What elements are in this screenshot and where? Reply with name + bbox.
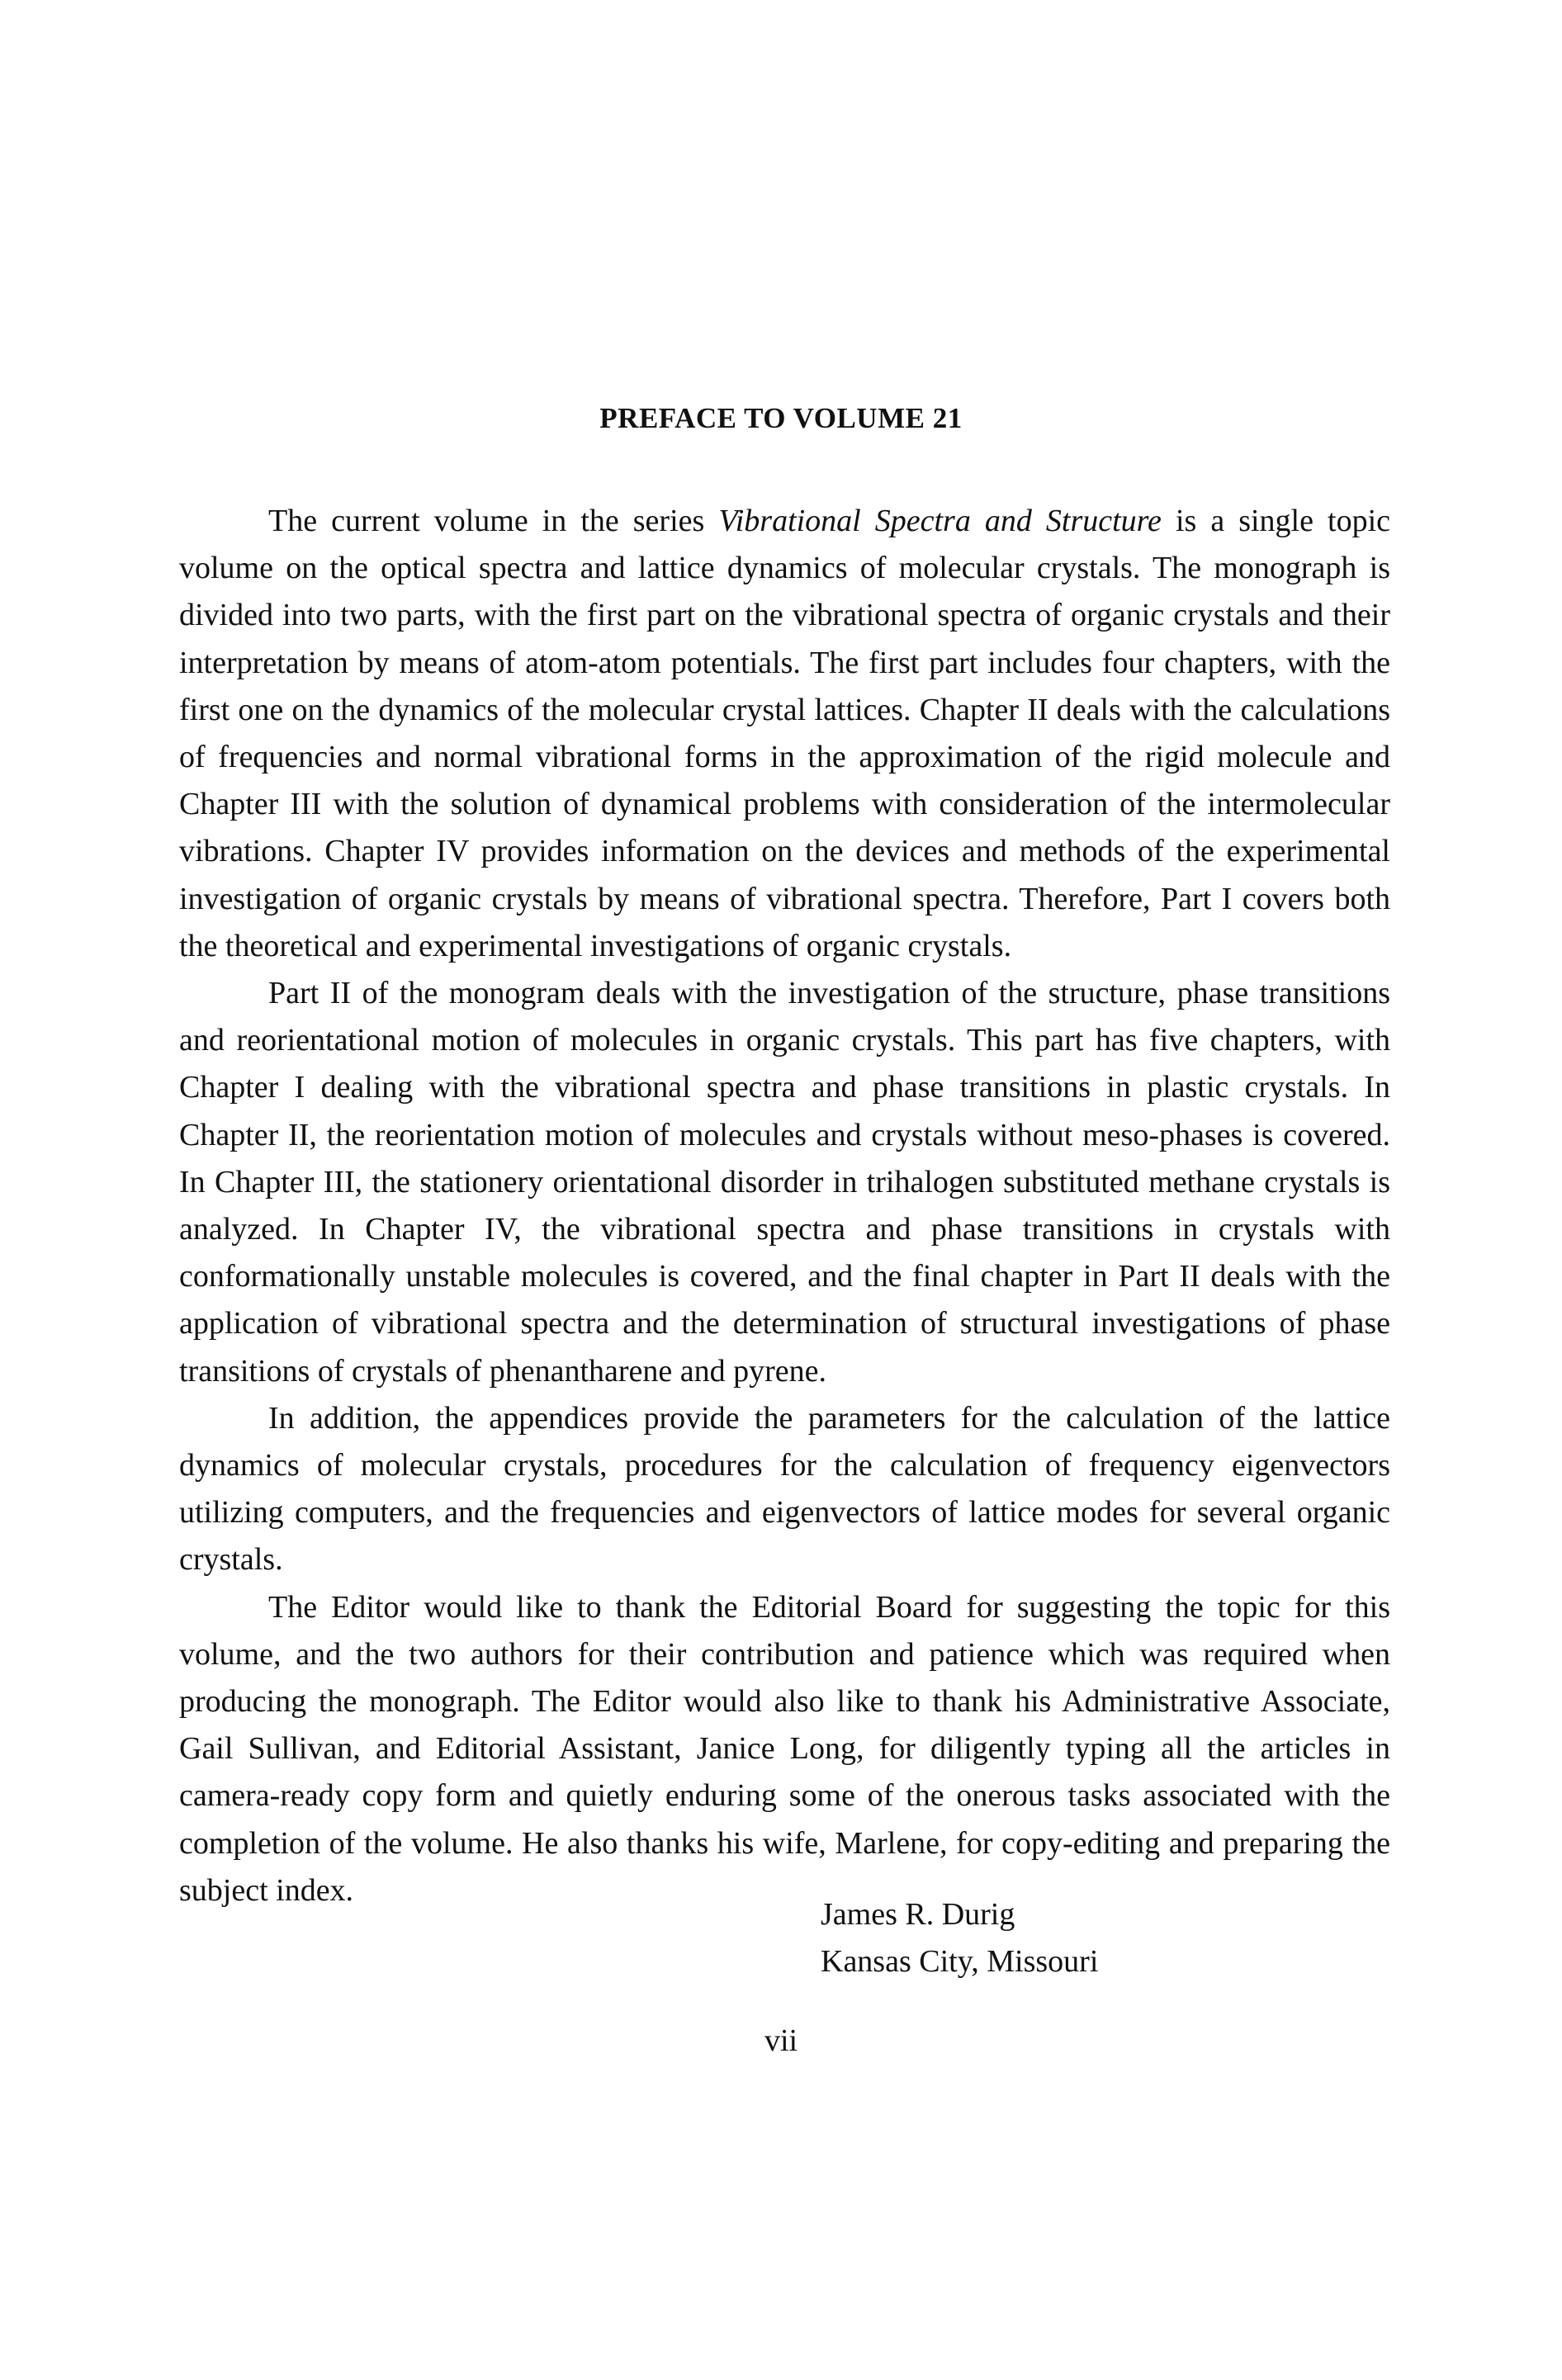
preface-body (179, 498, 1390, 1914)
page-number: vii (764, 2023, 798, 2058)
signature-name: James R. Durig (821, 1897, 1015, 1932)
series-title: Vibrational Spectra and Structure (718, 504, 1162, 538)
paragraph-part-two: Part II of the monogram deals with the investigation of the structure, phase transitions and reorientational motion of molecules in organic crystals. This part has five chapters, with Chapter I dealing with the vibrational spectra and phase transitions in plastic crystals. In Chapter II, the reorientation motion of molecules and crystals without meso-phases is covered. In Chapter III, the stationery orientational disorder in trihalogen substituted methane crystals is analyzed. In Chapter IV, the vibrational spectra and phase transitions in crystals with conformationally unstable molecules is covered, and the final chapter in Part II deals with the application of vibrational spectra and the determination of structural investigations of phase transitions of crystals of phenantharene and pyrene. (179, 976, 1390, 1389)
paragraph-appendices: In addition, the appendices provide the parameters for the calculation of the lattice dynamics of molecular crystals, procedures for the calculation of frequency eigenvectors utilizing computers, and the frequencies and eigenvectors of lattice modes for several organic crystals. (179, 1400, 1390, 1578)
paragraph-acknowledgements: The Editor would like to thank the Editorial Board for suggesting the topic for this volume, and the two authors for their contribution and patience which was required when producing the monograph. The Editor would also like to thank his Administrative Associate, Gail Sullivan, and Editorial Assistant, Janice Long, for diligently typing all the articles in camera-ready copy form and quietly enduring some of the onerous tasks associated with the completion of the volume. He also thanks his wife, Marlene, for copy-editing and preparing the subject index. (179, 1589, 1390, 1908)
paragraph-intro-rest: is a single topic volume on the optical spectra and lattice dynamics of molecular crystals. The monograph is divided into two parts, with the first part on the vibrational spectra of organic crystals and their interpretation by means of atom-atom potentials. The first part includes four chapters, with the first one on the dynamics of the molecular crystal lattices. Chapter II deals with the calculations of frequencies and normal vibrational forms in the approximation of the rigid molecule and Chapter III with the solution of dynamical problems with consideration of the intermolecular vibrations. Chapter IV provides information on the devices and methods of the experimental investigation of organic crystals by means of vibrational spectra. Therefore, Part I covers both the theoretical and experimental investigations of organic crystals. (179, 504, 1390, 963)
paragraph-intro-lead: The current volume in the series (268, 504, 719, 538)
signature-location: Kansas City, Missouri (821, 1944, 1099, 1979)
page-title: PREFACE TO VOLUME 21 (599, 402, 963, 434)
signature-block (821, 1891, 1098, 1985)
paragraph-intro (179, 498, 1390, 970)
